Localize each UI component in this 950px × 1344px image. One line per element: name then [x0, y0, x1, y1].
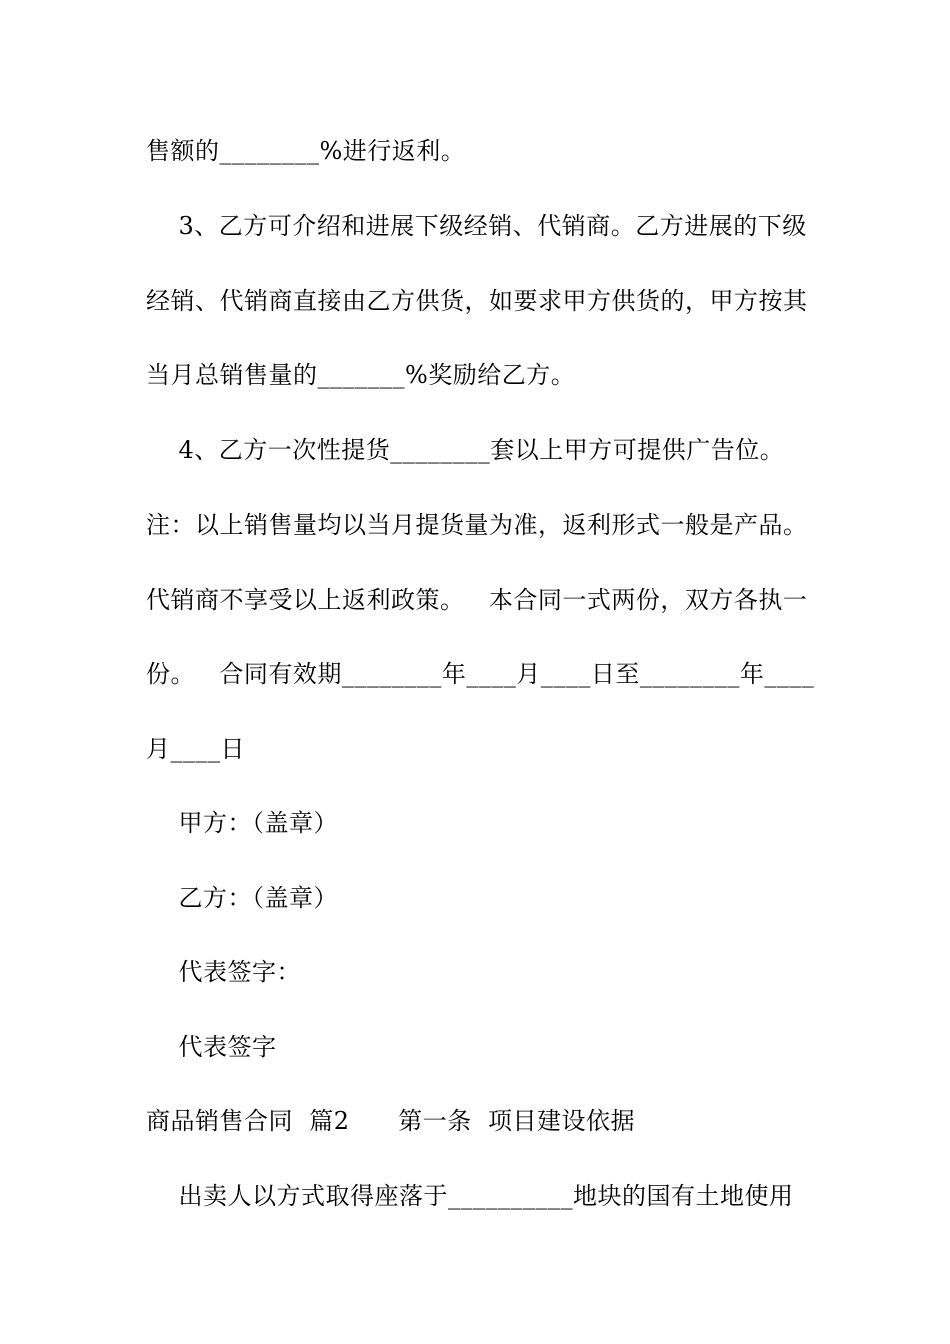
party-b-seal-line: 乙方：（盖章） [146, 884, 339, 912]
representative-signature-line: 代表签字 [146, 1033, 277, 1061]
text-line: 份。 合同有效期________年____月____日至________年____ [146, 660, 815, 688]
text-line: 3、乙方可介绍和进展下级经销、代销商。乙方进展的下级 [146, 212, 807, 240]
text-line: 代销商不享受以上返利政策。 本合同一式两份，双方各执一 [146, 586, 808, 614]
text-line: 出卖人以方式取得座落于__________地块的国有土地使用 [146, 1182, 794, 1210]
text-line: 4、乙方一次性提货________套以上甲方可提供广告位。 [146, 436, 785, 464]
representative-signature-line: 代表签字： [146, 958, 302, 986]
section-heading: 商品销售合同 篇2 第一条 项目建设依据 [146, 1107, 636, 1135]
party-a-seal-line: 甲方：（盖章） [146, 809, 339, 837]
text-line: 售额的________%进行返利。 [146, 137, 466, 165]
text-line: 注：以上销售量均以当月提货量为准，返利形式一般是产品。 [146, 511, 808, 539]
text-line: 月____日 [146, 735, 245, 763]
text-line: 经销、代销商直接由乙方供货，如要求甲方供货的，甲方按其 [146, 287, 808, 315]
text-line: 当月总销售量的_______%奖励给乙方。 [146, 361, 576, 389]
